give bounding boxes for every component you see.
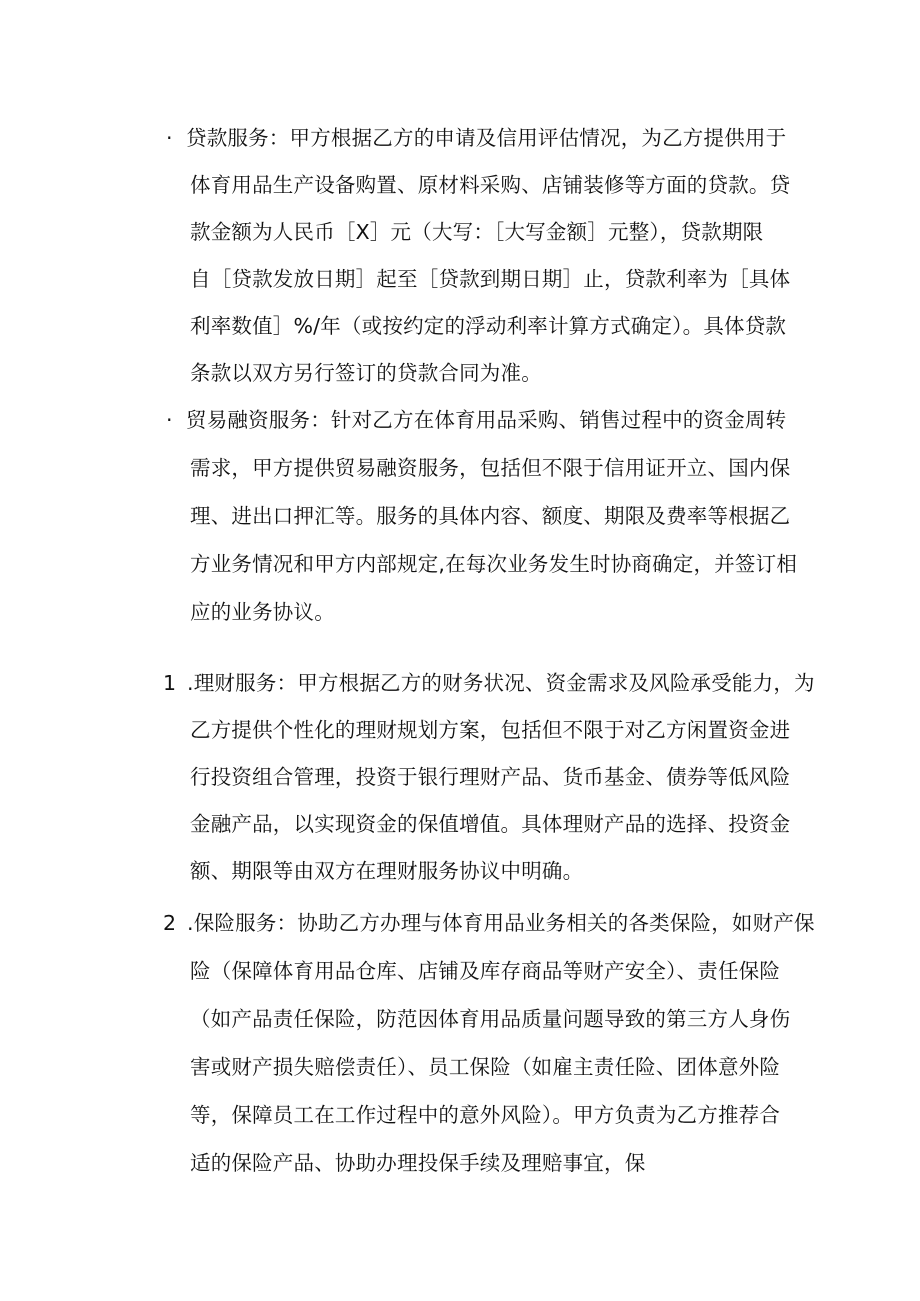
paragraph-line: 险（保障体育用品仓库、店铺及库存商品等财产安全）、责任保险 bbox=[190, 959, 781, 983]
paragraph-line: .理财服务：甲方根据乙方的财务状况、资金需求及风险承受能力，为 bbox=[187, 671, 815, 695]
paragraph-line: 条款以双方另行签订的贷款合同为准。 bbox=[190, 361, 542, 385]
bullet-marker: · bbox=[166, 126, 173, 150]
paragraph-line: 方业务情况和甲方内部规定,在每次业务发生时协商确定，并签订相 bbox=[190, 552, 798, 576]
paragraph-line: 等，保障员工在工作过程中的意外风险）。甲方负责为乙方推荐合 bbox=[190, 1103, 781, 1127]
item-number: 2 bbox=[163, 911, 177, 935]
paragraph-line: 体育用品生产设备购置、原材料采购、店铺装修等方面的贷款。贷 bbox=[190, 173, 791, 197]
paragraph-line: 应的业务协议。 bbox=[190, 600, 335, 624]
paragraph-line: （如产品责任保险，防范因体育用品质量问题导致的第三方人身伤 bbox=[190, 1007, 791, 1031]
paragraph-line: 贸易融资服务：针对乙方在体育用品采购、销售过程中的资金周转 bbox=[186, 408, 787, 432]
paragraph-line: 乙方提供个性化的理财规划方案，包括但不限于对乙方闲置资金进 bbox=[190, 718, 791, 742]
paragraph-line: 金融产品，以实现资金的保值增值。具体理财产品的选择、投资金 bbox=[190, 812, 791, 836]
paragraph-line: 适的保险产品、协助办理投保手续及理赔事宜，保 bbox=[190, 1151, 646, 1175]
paragraph-line: 利率数值］%/年（或按约定的浮动利率计算方式确定）。具体贷款 bbox=[190, 314, 787, 338]
paragraph-line: 自［贷款发放日期］起至［贷款到期日期］止，贷款利率为［具体 bbox=[190, 267, 791, 291]
paragraph-line: 理、进出口押汇等。服务的具体内容、额度、期限及费率等根据乙 bbox=[190, 504, 791, 528]
paragraph-line: 行投资组合管理，投资于银行理财产品、货币基金、债券等低风险 bbox=[190, 765, 791, 789]
paragraph-line: 害或财产损失赔偿责任）、员工保险（如雇主责任险、团体意外险 bbox=[190, 1055, 781, 1079]
bullet-marker: · bbox=[166, 408, 173, 432]
paragraph-line: 款金额为人民币［X］元（大写：［大写金额］元整），贷款期限 bbox=[190, 220, 764, 244]
paragraph-line: 贷款服务：甲方根据乙方的申请及信用评估情况，为乙方提供用于 bbox=[186, 126, 787, 150]
paragraph-line: 额、期限等由双方在理财服务协议中明确。 bbox=[190, 859, 584, 883]
paragraph-line: 需求，甲方提供贸易融资服务，包括但不限于信用证开立、国内保 bbox=[190, 456, 791, 480]
paragraph-line: .保险服务：协助乙方办理与体育用品业务相关的各类保险，如财产保 bbox=[187, 911, 815, 935]
item-number: 1 bbox=[163, 671, 177, 695]
